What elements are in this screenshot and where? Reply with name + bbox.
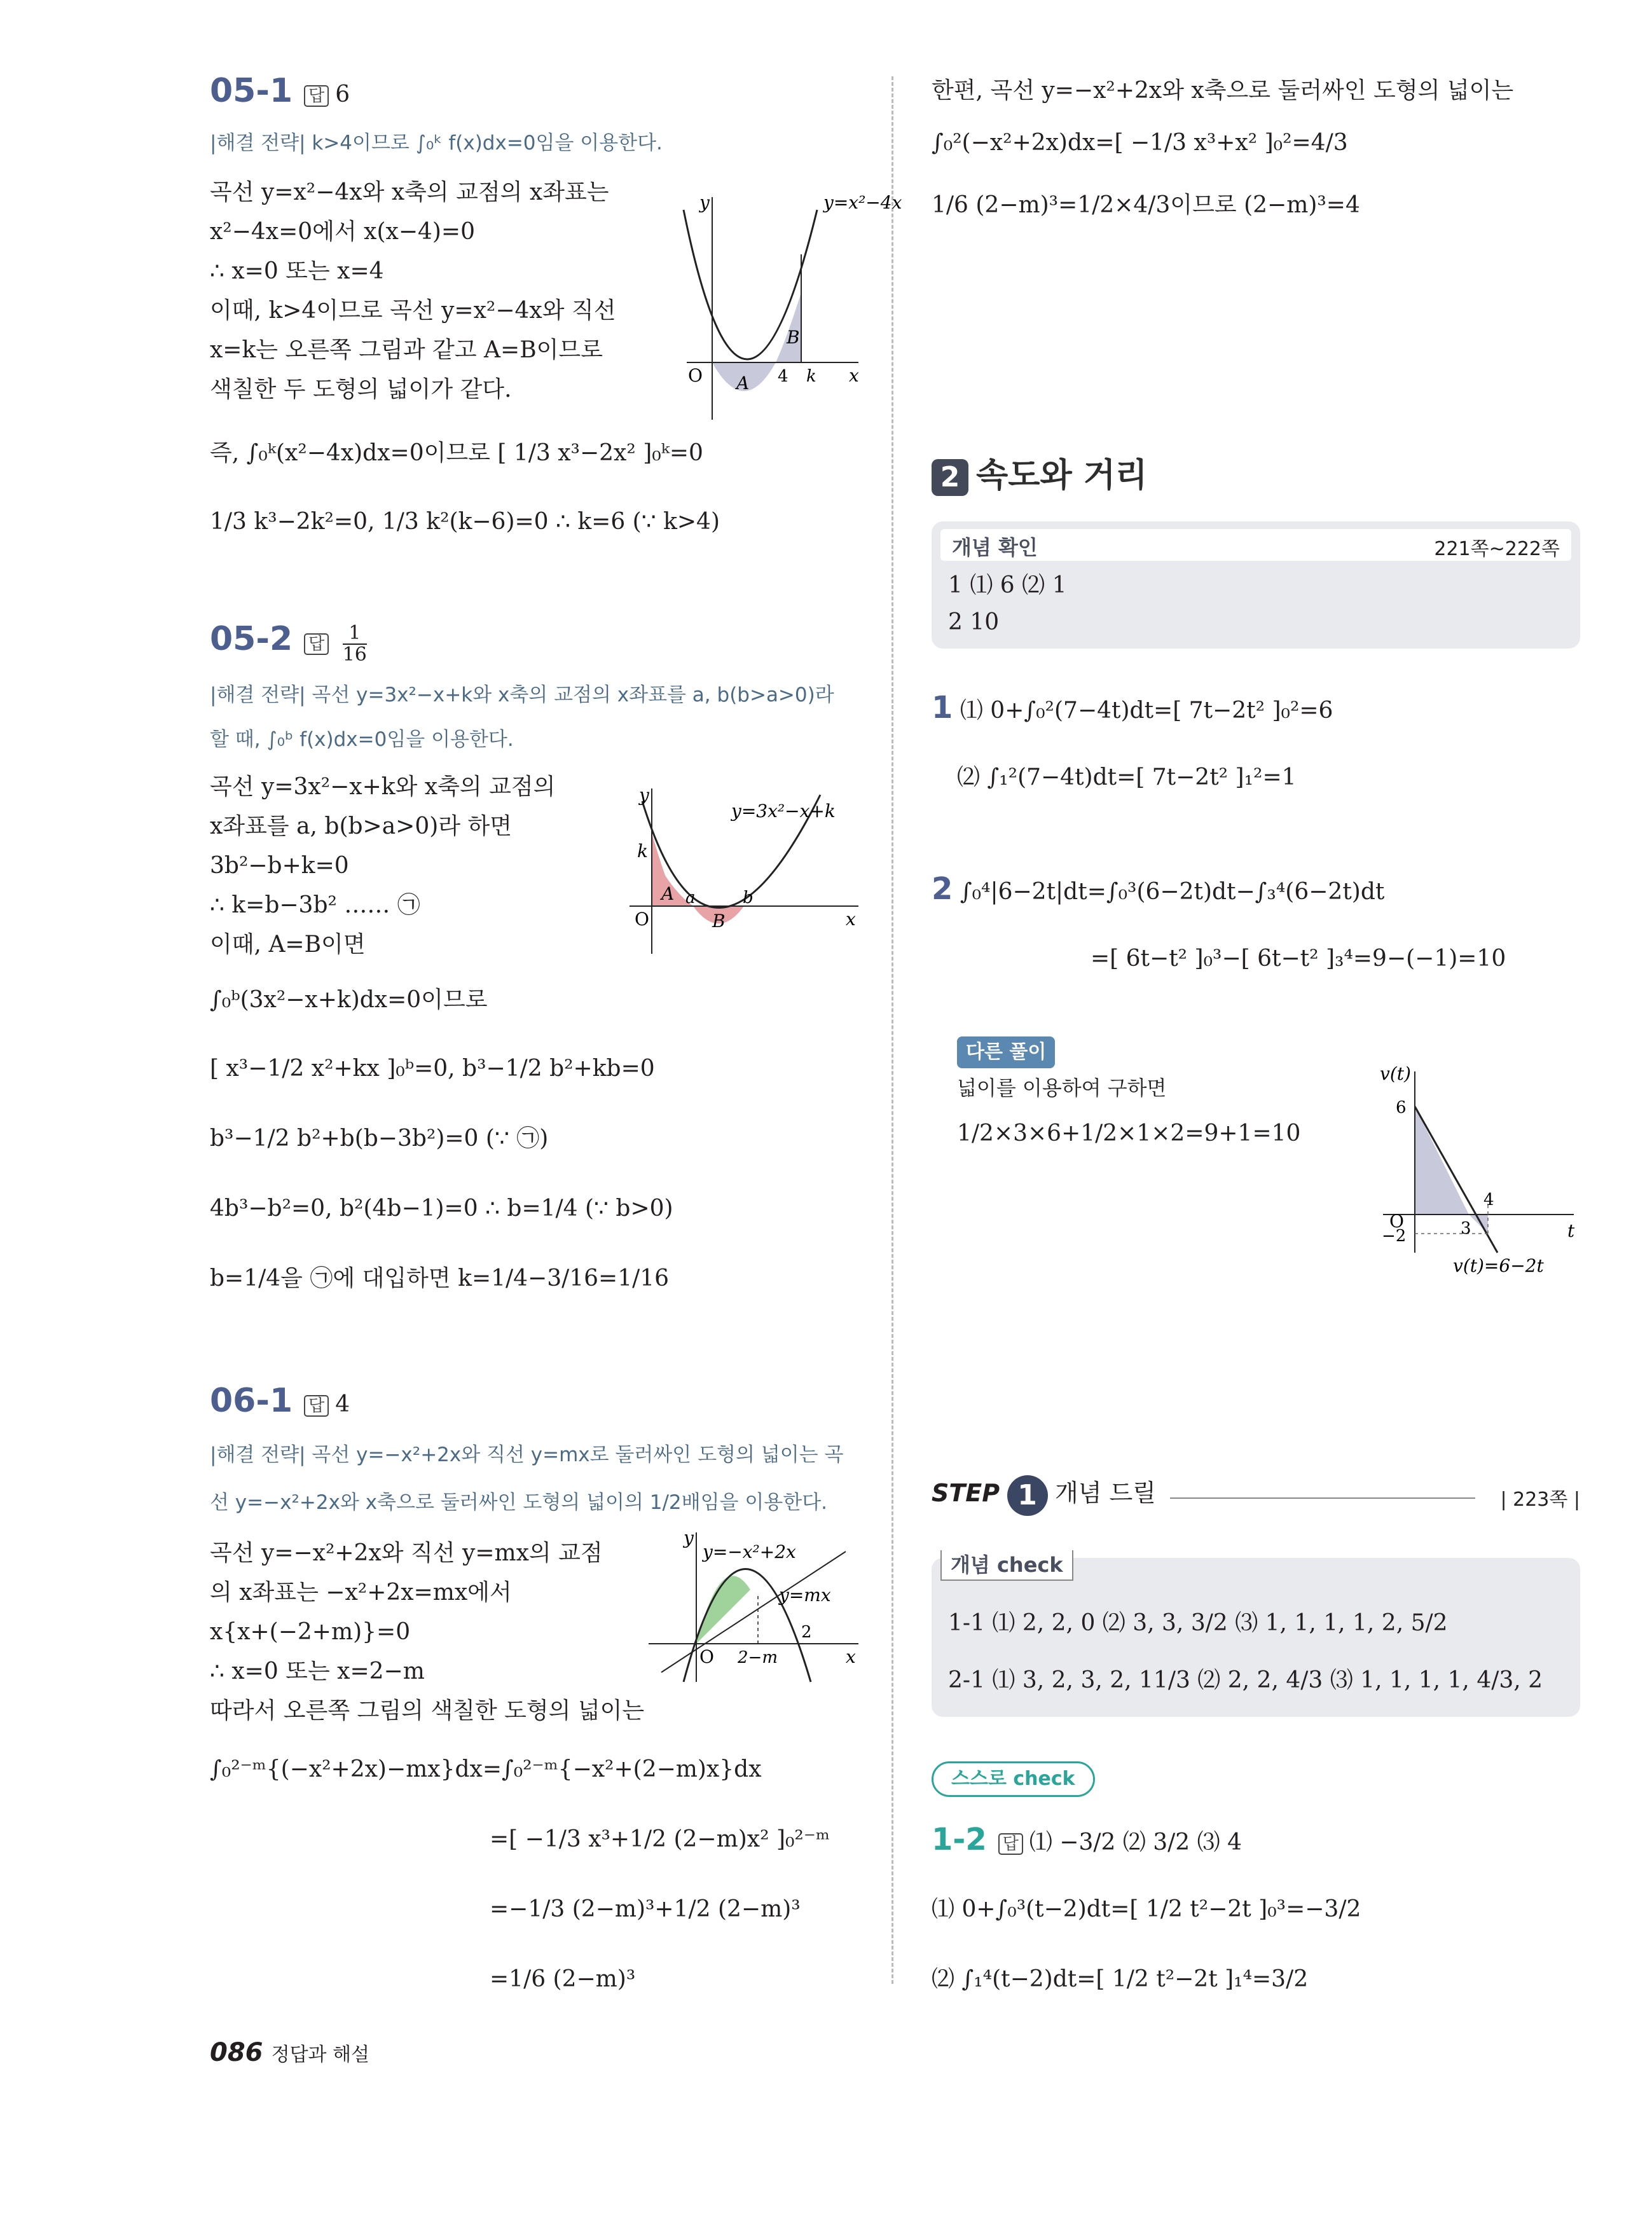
answer-value: ⑴ −3/2 ⑵ 3/2 ⑶ 4 [1029, 1829, 1242, 1855]
strategy-05-1: |해결 전략| k>4이므로 ∫₀ᵏ f(x)dx=0임을 이용한다. [210, 132, 663, 155]
tick-b: b [743, 888, 754, 907]
solution-line: 곡선 y=3x²−x+k와 x축의 교점의 [210, 774, 556, 800]
solution-line: 따라서 오른쪽 그림의 색칠한 도형의 넓이는 [210, 1698, 645, 1724]
line-label: y=mx [779, 1585, 831, 1606]
graph-05-1 [674, 191, 902, 432]
problem-05-1-header [210, 72, 350, 110]
continuation-line: 한편, 곡선 y=−x²+2x와 x축으로 둘러싸인 도형의 넓이는 [932, 78, 1514, 104]
y-axis-label: y [639, 785, 649, 806]
q1-part2: ⑵ ∫₁²(7−4t)dt=[ 7t−2t² ]₁²=1 [957, 764, 1297, 790]
answer-mark: 답 [998, 1833, 1023, 1855]
step-header [932, 1475, 1156, 1516]
tick-2-minus-m: 2−m [738, 1648, 778, 1667]
continuation-line: 1/6 (2−m)³=1/2×4/3이므로 (2−m)³=4 [932, 192, 1360, 218]
self-check-pill [932, 1761, 1095, 1797]
solution-line: 이때, k>4이므로 곡선 y=x²−4x와 직선 [210, 298, 616, 324]
tick-k: k [806, 367, 816, 386]
alt-tag-label: 다른 풀이 [957, 1036, 1055, 1068]
step-number: 1 [1007, 1475, 1048, 1516]
solution-line: x{x+(−2+m)}=0 [210, 1619, 411, 1645]
problem-id: 06-1 [210, 1382, 293, 1420]
problem-06-1-header [210, 1382, 350, 1420]
graph-06-1 [649, 1526, 865, 1685]
strategy-05-2-line1: |해결 전략| 곡선 y=3x²−x+k와 x축의 교점의 x좌표를 a, b(b>a>0)라 [210, 684, 834, 706]
strategy-06-1-line2: 선 y=−x²+2x와 x축으로 둘러싸인 도형의 넓이의 1/2배임을 이용한다. [210, 1491, 827, 1514]
solution-line: 의 x좌표는 −x²+2x=mx에서 [210, 1580, 512, 1606]
solution-line: 4b³−b²=0, b²(4b−1)=0 ∴ b=1/4 (∵ b>0) [210, 1195, 673, 1222]
origin-label: O [1389, 1211, 1404, 1232]
problem-id: 05-2 [210, 620, 293, 658]
region-b-label: B [712, 911, 726, 932]
tick-a: a [685, 888, 696, 907]
concept-item-2: 2 10 [948, 609, 1000, 635]
concept-box [932, 521, 1580, 649]
strategy-05-2-line2: 할 때, ∫₀ᵇ f(x)dx=0임을 이용한다. [210, 728, 514, 751]
continuation-line: ∫₀²(−x²+2x)dx=[ −1/3 x³+x² ]₀²=4/3 [932, 130, 1348, 156]
check-row-1: 1-1 ⑴ 2, 2, 0 ⑵ 3, 3, 3/2 ⑶ 1, 1, 1, 1, 2, 5/2 [948, 1610, 1448, 1636]
p12-line1: ⑴ 0+∫₀³(t−2)dt=[ 1/2 t²−2t ]₀³=−3/2 [932, 1896, 1361, 1922]
tick-6: 6 [1396, 1098, 1407, 1117]
answer-value: 6 [335, 81, 350, 107]
section-title: 속도와 거리 [976, 457, 1148, 495]
column-divider [891, 76, 893, 1984]
answer-numerator: 1 [343, 623, 367, 645]
alt-line2: 1/2×3×6+1/2×1×2=9+1=10 [957, 1120, 1301, 1146]
answer-value: 4 [335, 1391, 350, 1417]
formula-label: v(t)=6−2t [1453, 1255, 1544, 1276]
q2-part2: =[ 6t−t² ]₀³−[ 6t−t² ]₃⁴=9−(−1)=10 [1091, 946, 1506, 972]
solution-line: =1/6 (2−m)³ [490, 1966, 636, 1992]
q2-part1: ∫₀⁴|6−2t|dt=∫₀³(6−2t)dt−∫₃⁴(6−2t)dt [960, 879, 1385, 905]
curve-label: y=−x²+2x [703, 1541, 796, 1562]
solution-line: =−1/3 (2−m)³+1/2 (2−m)³ [490, 1896, 801, 1922]
origin-label: O [688, 365, 703, 386]
y-axis-label: y [684, 1527, 694, 1548]
tick-neg2: −2 [1382, 1227, 1407, 1246]
problem-05-2-header [210, 620, 367, 666]
footer-label: 정답과 해설 [271, 2044, 370, 2066]
origin-label: O [635, 909, 649, 930]
solution-line: [ x³−1/2 x²+kx ]₀ᵇ=0, b³−1/2 b²+kb=0 [210, 1056, 655, 1082]
solution-line: 이때, A=B이면 [210, 932, 366, 958]
vt-axis-label: v(t) [1380, 1063, 1411, 1084]
q2-number: 2 [932, 871, 953, 907]
problem-id: 1-2 [932, 1822, 987, 1857]
check-row-2: 2-1 ⑴ 3, 2, 3, 2, 11/3 ⑵ 2, 2, 4/3 ⑶ 1, 1, 1, 1, 4/3, 2 [948, 1667, 1543, 1693]
q1-line1 [932, 690, 1333, 726]
solution-line: x=k는 오른쪽 그림과 같고 A=B이므로 [210, 337, 603, 363]
section-number: 2 [932, 459, 968, 496]
graph-05-2 [630, 782, 865, 960]
alt-line1: 넓이를 이용하여 구하면 [957, 1076, 1167, 1100]
tick-2: 2 [801, 1623, 812, 1642]
self-check-label: 스스로 check [932, 1761, 1095, 1797]
solution-line: ∴ x=0 또는 x=4 [210, 258, 384, 284]
solution-line: b=1/4을 ㉠에 대입하면 k=1/4−3/16=1/16 [210, 1265, 670, 1291]
strategy-06-1-line1: |해결 전략| 곡선 y=−x²+2x와 직선 y=mx로 둘러싸인 도형의 넓이는 곡 [210, 1443, 844, 1466]
region-b-label: B [787, 327, 800, 348]
check-box [932, 1553, 1580, 1717]
check-title: 개념 check [940, 1550, 1073, 1581]
page-footer [210, 2038, 369, 2067]
x-axis-label: x [849, 365, 859, 386]
concept-pages: 221쪽~222쪽 [1434, 538, 1560, 560]
answer-mark: 답 [304, 633, 329, 655]
velocity-graph [1377, 1062, 1580, 1304]
problem-id: 05-1 [210, 72, 293, 110]
solution-line: ∴ k=b−3b² …… ㉠ [210, 892, 420, 918]
solution-line: 곡선 y=−x²+2x와 직선 y=mx의 교점 [210, 1540, 603, 1566]
y-axis-label: y [699, 192, 710, 213]
section-heading [932, 459, 1147, 496]
answer-mark: 답 [304, 85, 329, 107]
solution-line: 곡선 y=x²−4x와 x축의 교점의 x좌표는 [210, 179, 609, 205]
step-page: | 223쪽 | [1500, 1489, 1580, 1511]
concept-title: 개념 확인 [952, 535, 1038, 560]
tick-3: 3 [1461, 1219, 1471, 1238]
step-title: 개념 드릴 [1055, 1479, 1156, 1507]
solution-line: b³−1/2 b²+b(b−3b²)=0 (∵ ㉠) [210, 1125, 549, 1152]
answer-fraction [343, 623, 367, 665]
solution-line: 3b²−b+k=0 [210, 853, 349, 879]
solution-line: x²−4x=0에서 x(x−4)=0 [210, 219, 476, 245]
p12-line2: ⑵ ∫₁⁴(t−2)dt=[ 1/2 t²−2t ]₁⁴=3/2 [932, 1966, 1309, 1992]
q1-part1: ⑴ 0+∫₀²(7−4t)dt=[ 7t−2t² ]₀²=6 [960, 698, 1333, 724]
concept-item-1: 1 ⑴ 6 ⑵ 1 [948, 572, 1067, 598]
k-label: k [637, 841, 648, 862]
curve-label: y=x²−4x [823, 192, 902, 213]
answer-mark: 답 [304, 1395, 329, 1417]
concept-header [940, 529, 1571, 561]
solution-line: ∫₀²⁻ᵐ{(−x²+2x)−mx}dx=∫₀²⁻ᵐ{−x²+(2−m)x}dx [210, 1756, 762, 1782]
x-axis-label: x [846, 1646, 856, 1667]
alt-solution-tag [957, 1036, 1055, 1068]
region-a-label: A [736, 373, 750, 394]
page-number: 086 [210, 2038, 263, 2067]
tick-4: 4 [778, 367, 788, 386]
solution-line: x좌표를 a, b(b>a>0)라 하면 [210, 813, 513, 839]
solution-line: 즉, ∫₀ᵏ(x²−4x)dx=0이므로 [ 1/3 x³−2x² ]₀ᵏ=0 [210, 440, 703, 466]
tick-4: 4 [1483, 1190, 1494, 1209]
step-label: STEP [932, 1479, 1000, 1507]
origin-label: O [699, 1646, 714, 1667]
solution-line: =[ −1/3 x³+1/2 (2−m)x² ]₀²⁻ᵐ [490, 1826, 830, 1852]
step-rule [1170, 1497, 1475, 1499]
x-axis-label: x [846, 909, 856, 930]
solution-line: ∴ x=0 또는 x=2−m [210, 1658, 425, 1684]
solution-line: 1/3 k³−2k²=0, 1/3 k²(k−6)=0 ∴ k=6 (∵ k>4) [210, 509, 720, 535]
solution-line: ∫₀ᵇ(3x²−x+k)dx=0이므로 [210, 987, 488, 1013]
t-axis-label: t [1567, 1220, 1575, 1241]
solution-line: 색칠한 두 도형의 넓이가 같다. [210, 376, 512, 403]
problem-1-2-header [932, 1822, 1242, 1857]
q2-line1 [932, 871, 1385, 907]
curve-label: y=3x²−x+k [731, 801, 836, 822]
q1-number: 1 [932, 690, 953, 726]
region-a-label: A [661, 883, 675, 904]
answer-denominator: 16 [342, 644, 367, 666]
